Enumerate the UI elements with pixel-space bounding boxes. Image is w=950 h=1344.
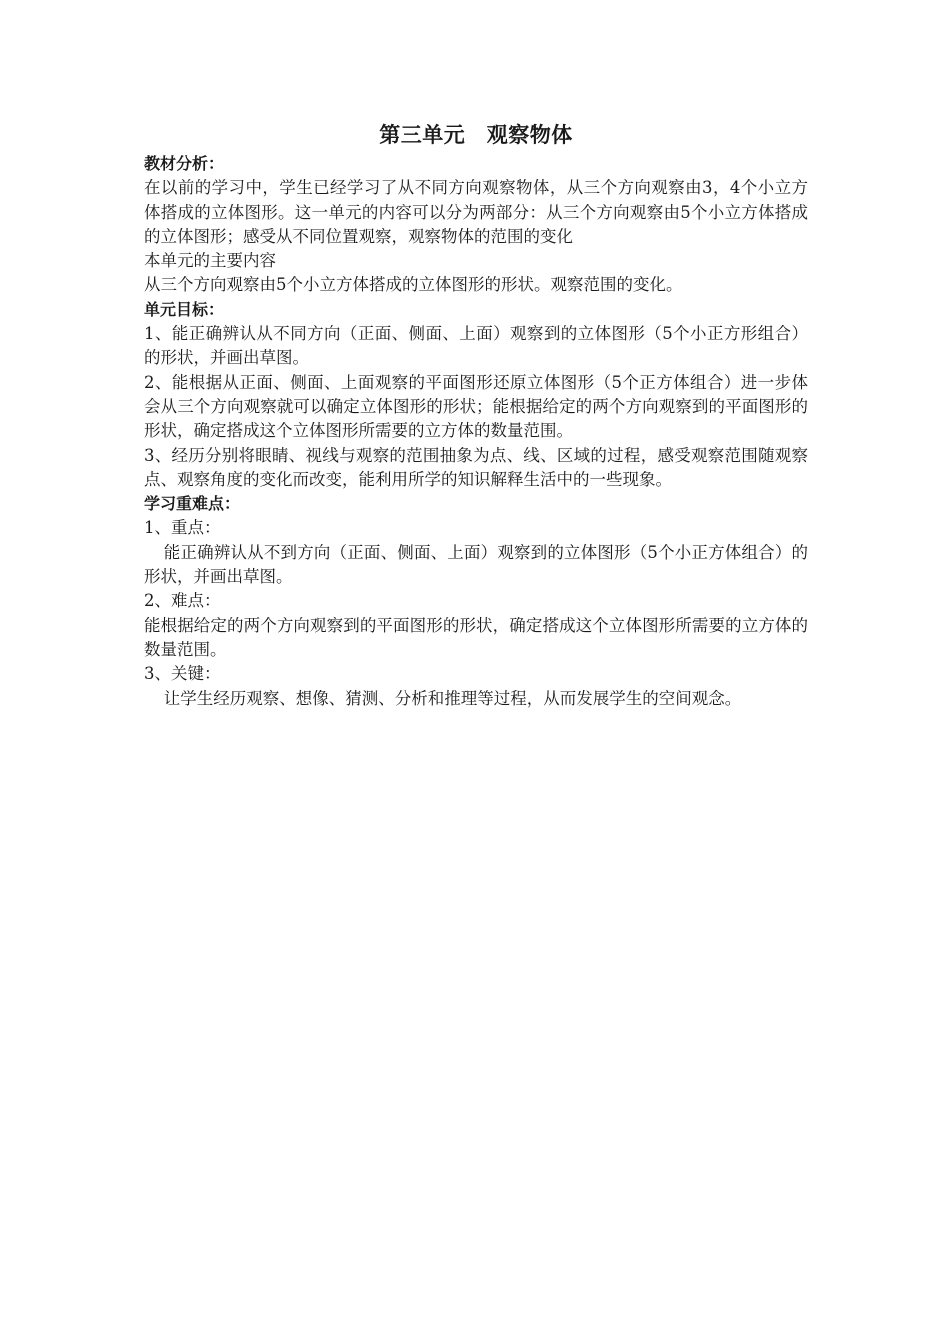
section-material-analysis [144, 152, 808, 298]
item-label: 3、关键： [144, 664, 221, 684]
section-key-points [144, 492, 808, 711]
item-text: 能正确辨认从不到方向（正面、侧面、上面）观察到的立体图形（5个小正方体组合）的形状，并画出草图。 [144, 542, 808, 587]
paragraph: 从三个方向观察由5个小立方体搭成的立体图形的形状。观察范围的变化。 [144, 275, 683, 295]
section-unit-goals [144, 298, 808, 492]
document-title: 第三单元 观察物体 [379, 123, 573, 147]
item-label: 2、难点： [144, 591, 221, 611]
item-text: 能根据给定的两个方向观察到的平面图形的形状，确定搭成这个立体图形所需要的立方体的数量范围。 [144, 615, 808, 659]
paragraph: 1、能正确辨认从不同方向（正面、侧面、上面）观察到的立体图形（5个小正方形组合）的形状，并画出草图。 [144, 324, 808, 368]
item-label: 1、重点： [144, 518, 221, 538]
section-heading: 教材分析： [144, 154, 225, 173]
section-heading: 单元目标： [144, 299, 225, 319]
section-heading: 学习重难点： [144, 494, 241, 514]
paragraph: 2、能根据从正面、侧面、上面观察的平面图形还原立体图形（5个正方体组合）进一步体会从三个方向观察就可以确定立体图形的形状；能根据给定的两个方向观察到的平面图形的形状，确定搭成这个立体图形所需要的立方体的数量范围。 [144, 372, 808, 441]
paragraph: 3、经历分别将眼睛、视线与观察的范围抽象为点、线、区域的过程，感受观察范围随观察点、观察角度的变化而改变，能利用所学的知识解释生活中的一些现象。 [144, 445, 808, 489]
paragraph: 本单元的主要内容 [144, 251, 276, 271]
item-text: 让学生经历观察、想像、猜测、分析和推理等过程，从而发展学生的空间观念。 [163, 688, 742, 708]
document-page [144, 118, 808, 711]
paragraph: 在以前的学习中，学生已经学习了从不同方向观察物体，从三个方向观察由3，4个小立方体搭成的立体图形。这一单元的内容可以分为两部分：从三个方向观察由5个小立方体搭成的立体图形；感受从不同位置观察，观察物体的范围的变化 [144, 178, 808, 246]
